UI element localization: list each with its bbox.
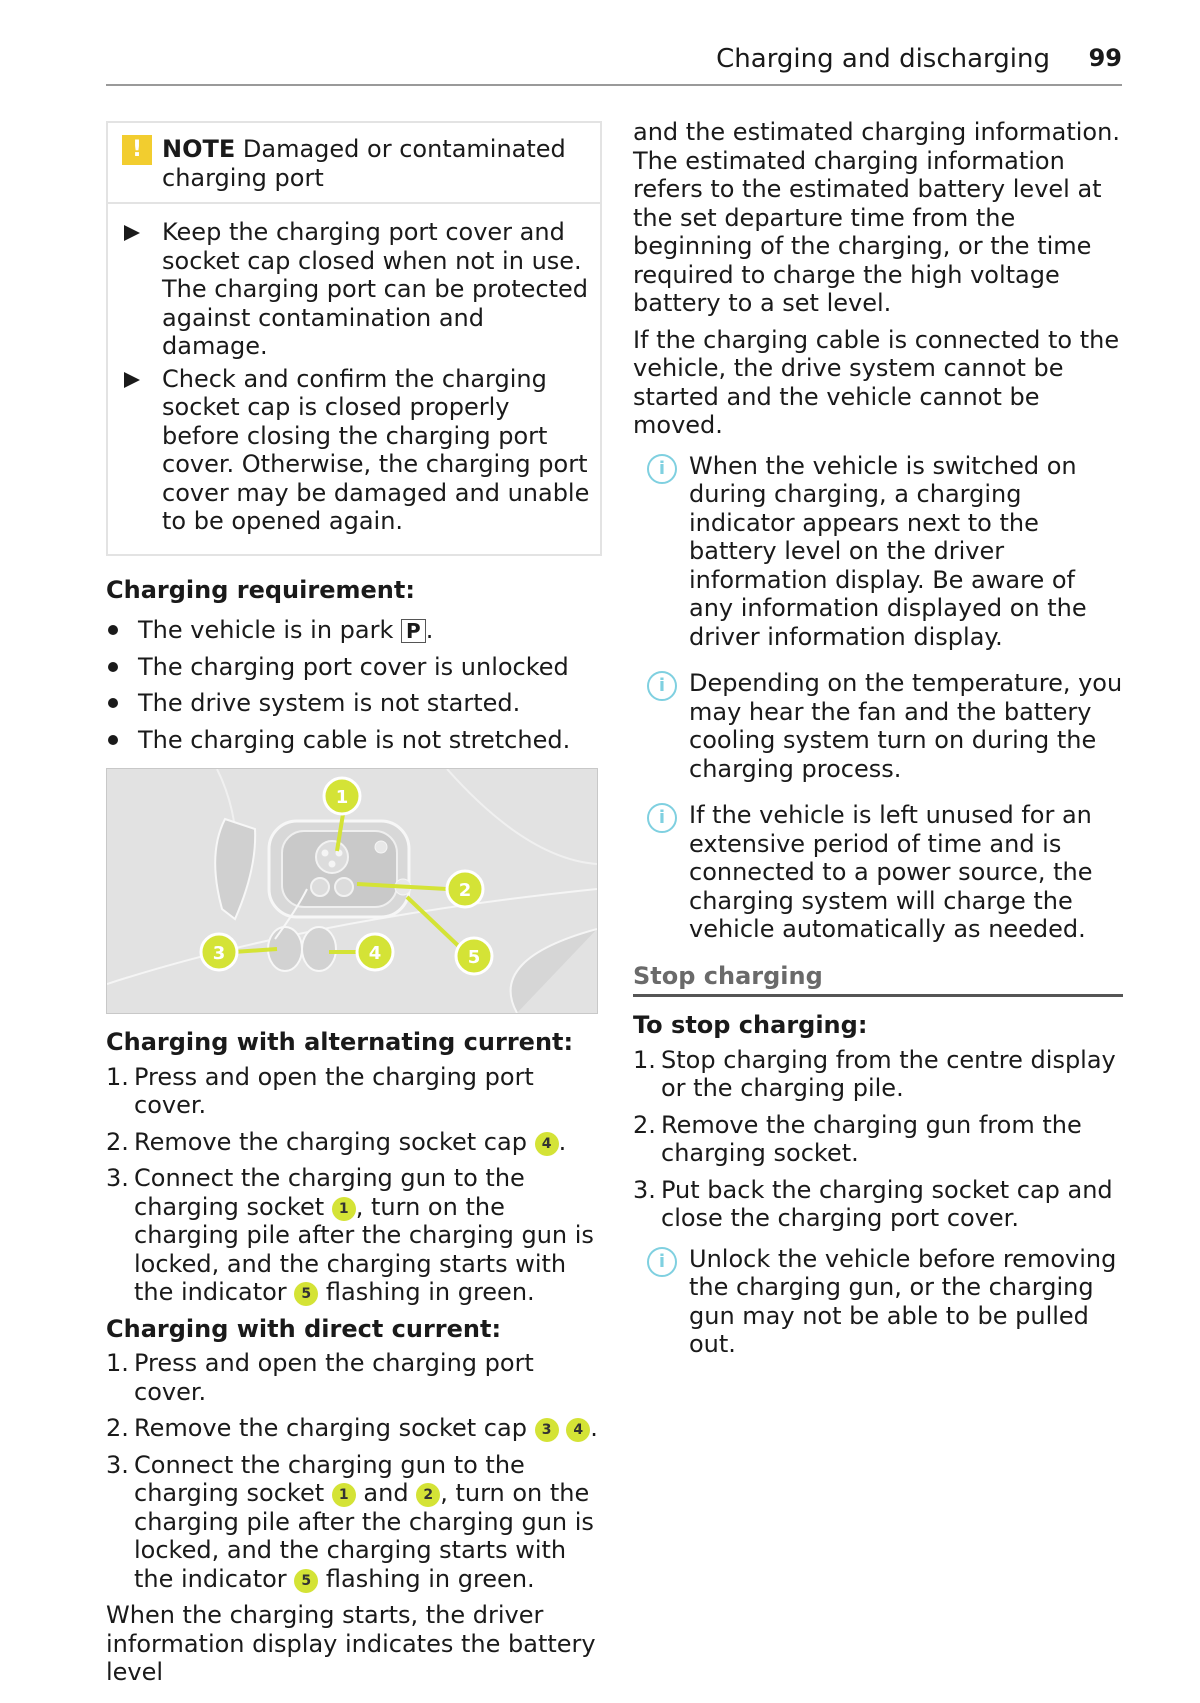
item-text: The vehicle is in park [138, 616, 402, 644]
callout-badge: 1 [332, 1197, 356, 1221]
step-number: 2. [106, 1414, 129, 1442]
step-number: 3. [106, 1164, 129, 1192]
stop-charging-section-heading: Stop charging [633, 962, 1123, 998]
item-text: The charging port cover is unlocked [138, 652, 569, 681]
ac-heading: Charging with alternating current: [106, 1028, 574, 1056]
park-symbol: P [401, 619, 426, 643]
step-text: flashing in green. [318, 1278, 535, 1306]
bullet-icon [108, 625, 118, 635]
step-item [106, 1349, 602, 1406]
page-number: 99 [1088, 44, 1122, 72]
step-text: Connect the charging gun to the charging socket [134, 1450, 525, 1507]
stop-steps [633, 1046, 1123, 1233]
figure-callout-5: 5 [467, 947, 481, 968]
charging-port-figure [106, 768, 598, 1014]
warning-icon: ! [122, 135, 152, 165]
step-text: , turn on the charging pile after the charging gun is locked, and the charging starts with the indicator [134, 1192, 594, 1306]
note-box [106, 121, 602, 556]
step-text: . [558, 1127, 567, 1156]
bullet-icon [108, 698, 118, 708]
step-text: Put back the charging socket cap and close the charging port cover. [661, 1175, 1113, 1232]
note-item-text: Keep the charging port cover and socket cap closed when not in use. The charging port can be protected against contamination and damage. [162, 218, 589, 360]
step-text: . [590, 1414, 598, 1442]
charging-requirement-heading: Charging requirement: [106, 575, 415, 604]
step-text: Remove the charging socket cap [134, 1414, 535, 1442]
left-column [106, 118, 602, 1695]
step-text: and [355, 1479, 417, 1507]
callout-badge: 3 [535, 1418, 559, 1442]
item-text: The charging cable is not stretched. [138, 725, 571, 754]
step-number: 1. [633, 1045, 656, 1074]
list-item [106, 653, 602, 682]
info-note [633, 801, 1123, 944]
callout-badge: 4 [535, 1132, 559, 1156]
ac-steps [106, 1063, 602, 1307]
step-item [106, 1063, 602, 1120]
list-item [106, 726, 602, 755]
step-item [106, 1414, 602, 1443]
note-item [122, 365, 590, 536]
item-text: . [425, 616, 434, 644]
note-header [108, 123, 600, 204]
callout-badge: 5 [294, 1569, 318, 1593]
dc-heading: Charging with direct current: [106, 1314, 502, 1343]
page-header [106, 44, 1122, 86]
step-number: 1. [106, 1062, 129, 1091]
callout-badge: 4 [566, 1418, 590, 1442]
item-text: The drive system is not started. [138, 689, 521, 717]
dc-steps [106, 1349, 602, 1593]
step-text: Remove the charging gun from the charging socket. [661, 1110, 1082, 1167]
to-stop-charging-heading: To stop charging: [633, 1011, 868, 1039]
info-icon: i [647, 803, 677, 833]
bullet-icon [108, 735, 118, 745]
step-item [106, 1128, 602, 1157]
figure-callout-4: 4 [368, 943, 382, 964]
bullet-icon [108, 662, 118, 672]
step-text: Stop charging from the centre display or the charging pile. [661, 1045, 1116, 1102]
step-text: Press and open the charging port cover. [134, 1062, 534, 1119]
paragraph: and the estimated charging information. The estimated charging information refers to the estimated battery level at the set departure time from the beginning of the charging, or the time required to charge the high voltage battery to a set level. [633, 118, 1120, 317]
note-title: Damaged or contaminated charging port [162, 135, 566, 192]
info-icon: i [647, 1247, 677, 1277]
right-column [633, 118, 1123, 1377]
step-text: , turn on the charging pile after the charging gun is locked, and the charging starts with the indicator [134, 1479, 594, 1593]
charging-port-illustration [107, 769, 597, 1013]
paragraph: If the charging cable is connected to the vehicle, the drive system cannot be started and the vehicle cannot be moved. [633, 325, 1120, 439]
triangle-bullet-icon [124, 225, 140, 241]
list-item [106, 616, 602, 645]
step-text: Press and open the charging port cover. [134, 1349, 534, 1406]
step-item [633, 1046, 1123, 1103]
requirements-list [106, 616, 602, 754]
step-number: 1. [106, 1349, 129, 1377]
header-title: Charging and discharging [716, 44, 1050, 74]
step-item [633, 1176, 1123, 1233]
list-item [106, 689, 602, 718]
step-number: 2. [106, 1127, 129, 1156]
note-list [108, 204, 600, 554]
figure-callout-1: 1 [335, 787, 349, 808]
closing-paragraph: When the charging starts, the driver information display indicates the battery level [106, 1601, 596, 1686]
info-icon: i [647, 454, 677, 484]
note-label: NOTE [162, 135, 236, 163]
note-item-text: Check and confirm the charging socket cap is closed properly before closing the charging port cover. Otherwise, the charging port cover may be damaged and unable to be opened again. [162, 364, 590, 535]
info-note [633, 1245, 1123, 1359]
callout-badge: 2 [416, 1483, 440, 1507]
info-text: Depending on the temperature, you may hear the fan and the battery cooling system turn on during the charging process. [689, 669, 1123, 783]
step-text: Connect the charging gun to the charging socket [134, 1164, 525, 1221]
step-text: flashing in green. [318, 1564, 535, 1593]
step-number: 2. [633, 1110, 656, 1139]
step-number: 3. [106, 1450, 129, 1479]
info-text: Unlock the vehicle before removing the charging gun, or the charging gun may not be able to be pulled out. [689, 1244, 1117, 1358]
triangle-bullet-icon [124, 372, 140, 388]
note-item [122, 218, 590, 361]
info-text: When the vehicle is switched on during charging, a charging indicator appears next to the battery level on the driver information display. Be aware of any information displayed on the driver information display. [689, 451, 1087, 651]
info-note [633, 669, 1123, 783]
step-number: 3. [633, 1175, 656, 1204]
step-item [106, 1164, 602, 1307]
callout-badge: 1 [332, 1483, 356, 1507]
step-item [633, 1111, 1123, 1168]
info-icon: i [647, 671, 677, 701]
step-item [106, 1451, 602, 1594]
figure-callout-2: 2 [458, 880, 472, 901]
step-text: Remove the charging socket cap [134, 1127, 535, 1156]
figure-callout-3: 3 [212, 943, 226, 964]
info-text: If the vehicle is left unused for an extensive period of time and is connected to a power source, the charging system will charge the vehicle automatically as needed. [689, 801, 1093, 943]
callout-badge: 5 [294, 1282, 318, 1306]
info-note [633, 452, 1123, 652]
